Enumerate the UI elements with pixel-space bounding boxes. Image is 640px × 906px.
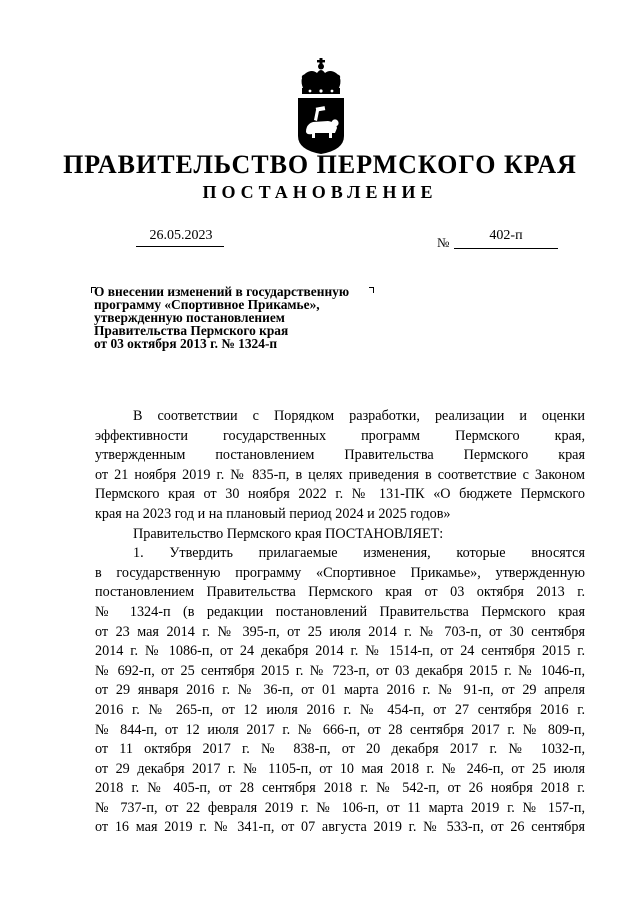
document-subject <box>94 285 394 350</box>
body-line: эффективности государственных программ Пермского края, <box>95 427 585 444</box>
body-line: № 1324-п (в редакции постановлений Правительства Пермского края <box>95 603 585 620</box>
subject-line: О внесении изменений в государственную <box>94 284 350 299</box>
body-line: № 844-п, от 12 июля 2017 г. № 666-п, от 28 сентября 2017 г. № 809-п, <box>95 721 585 738</box>
body-line: Пермского края от 30 ноября 2022 г. № 131-ПК «О бюджете Пермского <box>95 486 585 503</box>
subject-line: утвержденную постановлением <box>94 310 285 325</box>
body-line: от 23 мая 2014 г. № 395-п, от 25 июля 2014 г. № 703-п, от 30 сентября <box>95 623 585 640</box>
number-sign: № <box>437 235 450 250</box>
body-line: от 29 декабря 2017 г. № 1105-п, от 10 мая 2018 г. № 246-п, от 25 июля <box>95 760 585 777</box>
body-line: от 21 ноября 2019 г. № 835-п, в целях приведения в соответствие с Законом <box>95 466 585 483</box>
body-line: от 16 мая 2019 г. № 341-п, от 07 августа 2019 г. № 533-п, от 26 сентября <box>95 819 585 836</box>
document-body <box>95 407 585 838</box>
document-type: ПОСТАНОВЛЕНИЕ <box>202 182 438 202</box>
subject-line: Правительства Пермского края <box>94 323 289 338</box>
document-date: 26.05.2023 <box>149 228 213 243</box>
body-line: № 737-п, от 22 февраля 2019 г. № 106-п, от 11 марта 2019 г. № 157-п, <box>95 799 585 816</box>
body-line: в государственную программу «Спортивное Прикамье», утвержденную <box>95 564 585 581</box>
body-line: № 692-п, от 25 сентября 2015 г. № 723-п, от 03 декабря 2015 г. № 1046-п, <box>95 662 585 679</box>
body-line: Правительство Пермского края ПОСТАНОВЛЯЕТ: <box>133 525 444 542</box>
date-underline <box>136 246 224 247</box>
body-line: края на 2023 год и на плановый период 2024 и 2025 годов» <box>95 505 451 522</box>
number-underline <box>454 248 558 249</box>
government-title: ПРАВИТЕЛЬСТВО ПЕРМСКОГО КРАЯ <box>63 150 577 179</box>
perm-krai-coat-of-arms-icon <box>295 58 347 154</box>
body-line: от 11 октября 2017 г. № 838-п, от 20 декабря 2017 г. № 1032-п, <box>95 741 585 758</box>
body-line: 2014 г. № 1086-п, от 24 декабря 2014 г. № 1514-п, от 24 сентября 2015 г. <box>95 643 585 660</box>
body-line: постановлением Правительства Пермского края от 03 октября 2013 г. <box>95 584 585 601</box>
subject-line: программу «Спортивное Прикамье», <box>94 297 320 312</box>
body-line: 2018 г. № 405-п, от 28 сентября 2018 г. № 542-п, от 26 ноября 2018 г. <box>95 780 585 797</box>
body-line: утвержденным постановлением Правительства Пермского края <box>95 447 585 464</box>
document-number: 402-п <box>489 228 523 243</box>
subject-line: от 03 октября 2013 г. № 1324-п <box>94 336 278 351</box>
body-line: 1. Утвердить прилагаемые изменения, которые вносятся <box>133 545 585 562</box>
body-line: от 29 января 2016 г. № 36-п, от 01 марта 2016 г. № 91-п, от 29 апреля <box>95 682 585 699</box>
body-line: В соответствии с Порядком разработки, реализации и оценки <box>133 408 585 424</box>
body-line: 2016 г. № 265-п, от 12 июля 2016 г. № 454-п, от 27 сентября 2016 г. <box>95 701 585 718</box>
